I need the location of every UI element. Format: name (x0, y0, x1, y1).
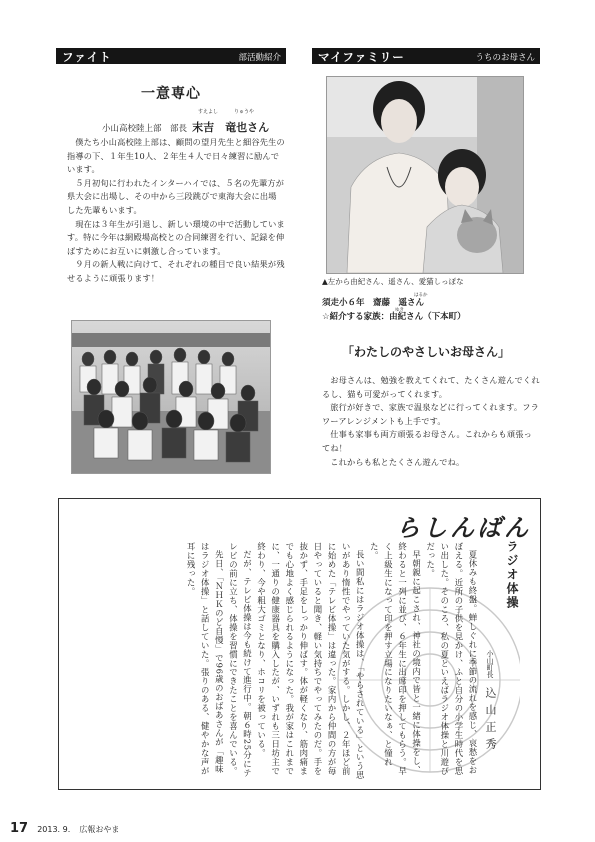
column-author-name: 込山正秀 (484, 687, 497, 756)
column-paragraph: 夏休みも終盤。蝉しぐれに季節の流れを感じ、哀愁をおぼえる。近所の子供を見かけ、ふと自分の小学生時代を思い出した。そのころ、私の夏といえばラジオ体操と川遊びだった。 (425, 542, 478, 776)
family-header-bar (312, 48, 540, 64)
fight-header-subtitle: 部活動紹介 (238, 53, 281, 63)
family-intro-student: 須走小６年 齋藤 遥さん (322, 298, 425, 308)
family-photo-caption: ▲左から由紀さん、遥さん、愛猫しっぽな (322, 277, 464, 286)
column-paragraph: だが、テレビ体操は今も続けて進行中。朝６時25分にテレビの前に立ち、体操を習慣にできたことを喜んでいる。 (228, 542, 253, 779)
publication-name: 広報おやま (79, 825, 120, 834)
fight-paragraph: 現在は３年生が引退し、新しい環境の中で活動しています。特に今年は網殿場高校との合同練習を行い、記録を伸ばすためにお互いに刺激し合っています。 (67, 218, 285, 256)
fight-header-title: ファイト (62, 50, 112, 64)
column-title: ラジオ体操 (505, 540, 519, 610)
family-header-subtitle: うちのお母さん (475, 53, 535, 63)
fight-header-bar (56, 48, 286, 64)
byline-ruby-given: りゅうや (234, 109, 255, 115)
byline-name: 末吉 竜也さん (192, 121, 270, 134)
column-paragraph: 長い間私にはラジオ体操は、「やらされている」という思いがあり惰性でやっていた気がする。しかし、２年ほど前に始めた「テレビ体操」は違った。家内から仲間の方が毎日やっていると聞き、軽い気持ちでやってみたのだ。手を抜かず、手足をしっかり伸ばす。体が軽くなり、筋肉痛までも心地よく感じられるようになった。我が家はこれまでに、一通りの健康器具を購入したが、いずれも三日坊主で終わり、今や粗大ゴミとなり、ホコリを被っている。 (256, 542, 366, 780)
fight-paragraph: ５月初旬に行われたインターハイでは、５名の先輩方が県大会に出場し、その中から三段跳びで東海大会に出場した先輩もいます。 (67, 177, 285, 215)
intro-ruby-haruka: はるか (414, 293, 428, 298)
family-paragraph: これからも私とたくさん遊んでね。 (330, 456, 465, 467)
issue-date: 2013. 9. (37, 825, 71, 834)
column-author (481, 650, 500, 755)
column-article (70, 542, 480, 782)
family-headline: 「わたしのやさしいお母さん」 (341, 345, 510, 359)
fight-paragraph: ９月の新人戦に向けて、それぞれの種目で良い結果が残せるように頑張ります！ (67, 259, 285, 283)
fight-paragraph: 僕たち小山高校陸上部は、顧問の望月先生と細谷先生の指導の下、１年生10人、２年生４人で日々練習に励んでいます。 (67, 137, 285, 175)
fight-headline: 一意専心 (141, 86, 201, 102)
track-team-photo (71, 320, 271, 474)
column-paragraph: 先日、「ＮＨＫのど自慢」で96歳のおばあさんが「趣味はラジオ体操」と話していた。張りのある、健やかな声が耳に残った。 (186, 542, 225, 776)
family-paragraph: 旅行が好きで、家族で温泉などに行ってくれます。フラワーアレンジメントも上手です。 (322, 402, 540, 426)
column-author-role: 小山町長 (486, 650, 494, 678)
family-photo (326, 76, 524, 274)
byline-school: 小山高校陸上部 部長 (102, 124, 188, 134)
column-paragraph: 早朝親に起こされ、神社の境内で皆と一緒に体操をし、終わると一列に並び、６年生に出席印を押してもらう。早く上級生になって印を押す立場になりたいなぁ、と憧れた。 (369, 542, 422, 776)
page-number: 17 (10, 821, 29, 836)
column-logo: らしんばん (396, 513, 531, 542)
fight-byline (102, 109, 302, 135)
intro-ruby-yuki: ゆき (395, 308, 404, 313)
family-intro-family: ☆紹介する家族：由紀さん（下本町） (322, 312, 466, 322)
family-article (322, 374, 540, 469)
page-footer (10, 817, 119, 836)
family-paragraph: 仕事も家事も両方頑張るお母さん。これからも頑張ってね！ (322, 429, 532, 453)
byline-ruby-family: すえよし (198, 109, 219, 115)
family-intro (322, 293, 542, 324)
family-header-title: マイファミリー (318, 50, 405, 64)
family-paragraph: お母さんは、勉強を教えてくれて、たくさん遊んでくれるし、猫も可愛がってくれます。 (322, 375, 540, 399)
fight-article (67, 136, 285, 286)
